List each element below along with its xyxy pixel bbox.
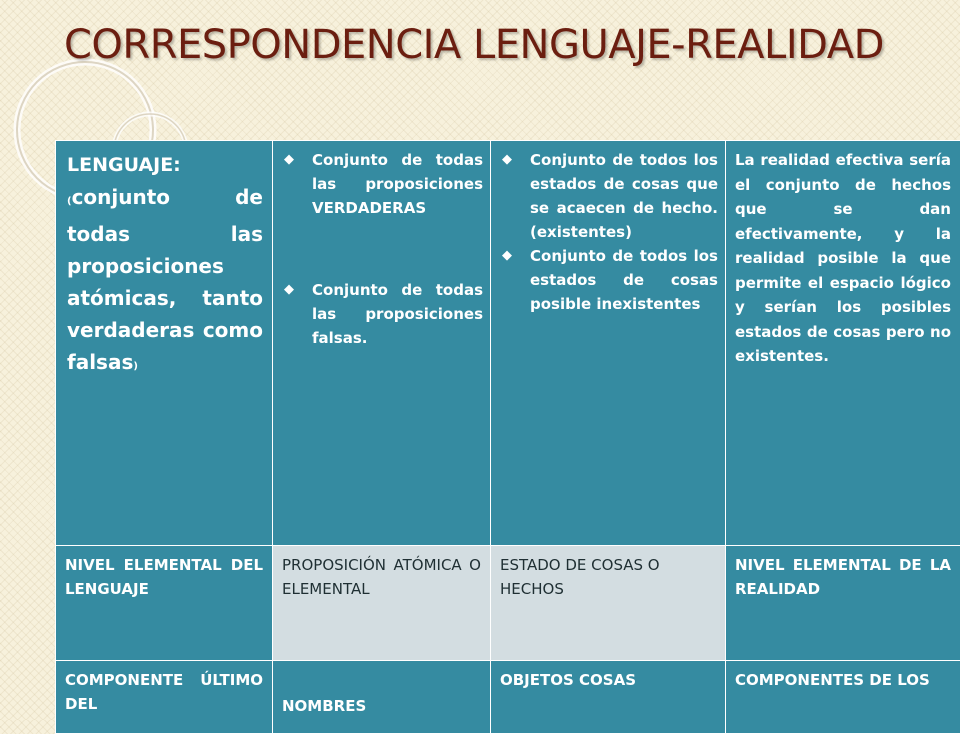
list-item [282, 278, 483, 350]
list-item [282, 148, 483, 220]
table-row [56, 546, 960, 661]
lenguaje-heading: LENGUAJE: [67, 154, 181, 176]
componente-lenguaje-text: COMPONENTE ÚLTIMO DEL [57, 662, 271, 716]
realidad-text: La realidad efectiva sería el conjunto de hechos que se dan efectivamente, y la realidad posible la que permite el espacio lógico y serían los posibles estados de cosas pero no existentes. [727, 142, 959, 369]
list-item-text: Conjunto de todas las proposiciones falsas. [312, 281, 483, 347]
nivel-realidad-cell [726, 546, 960, 661]
nombres-text: NOMBRES [274, 676, 489, 718]
componentes-realidad-text: COMPONENTES DE LOS [727, 662, 959, 692]
list-item-text: Conjunto de todos los estados de cosas que se acaecen de hecho.(existentes) [530, 151, 718, 241]
list-item [500, 244, 718, 316]
list-item-text: Conjunto de todas las proposiciones VERDADERAS [312, 151, 483, 217]
lenguaje-body: conjunto de todas las proposiciones atómicas, tanto verdaderas como falsas [67, 185, 263, 374]
estado-cosas-cell [491, 546, 726, 661]
proposiciones-cell [273, 141, 491, 546]
correspondence-table [55, 140, 960, 734]
list-item-text: Conjunto de todos los estados de cosas posible inexistentes [530, 247, 718, 313]
diamond-bullet-icon: ◆ [502, 244, 512, 268]
paren-close: ) [133, 361, 138, 372]
diamond-bullet-icon: ◆ [284, 278, 294, 302]
diamond-bullet-icon: ◆ [502, 148, 512, 172]
estados-cell [491, 141, 726, 546]
estado-cosas-text: ESTADO DE COSAS O HECHOS [492, 547, 724, 601]
nivel-lenguaje-cell [56, 546, 273, 661]
proposiciones-list [274, 142, 489, 350]
estados-list [492, 142, 724, 316]
nivel-lenguaje-text: NIVEL ELEMENTAL DEL LENGUAJE [57, 547, 271, 601]
nombres-cell [273, 661, 491, 734]
lenguaje-cell [56, 141, 273, 546]
proposicion-atomica-text: PROPOSICIÓN ATÓMICA O ELEMENTAL [274, 547, 489, 601]
objetos-text: OBJETOS COSAS [492, 662, 724, 692]
proposicion-atomica-cell [273, 546, 491, 661]
lenguaje-definition [57, 142, 271, 383]
componentes-realidad-cell [726, 661, 960, 734]
paren-open: ( [67, 196, 72, 207]
table-row [56, 661, 960, 734]
nivel-realidad-text: NIVEL ELEMENTAL DE LA REALIDAD [727, 547, 959, 601]
objetos-cell [491, 661, 726, 734]
diamond-bullet-icon: ◆ [284, 148, 294, 172]
realidad-cell [726, 141, 960, 546]
slide-title: CORRESPONDENCIA LENGUAJE-REALIDAD [64, 20, 924, 70]
list-item [500, 148, 718, 244]
componente-lenguaje-cell [56, 661, 273, 734]
table-row [56, 141, 960, 546]
